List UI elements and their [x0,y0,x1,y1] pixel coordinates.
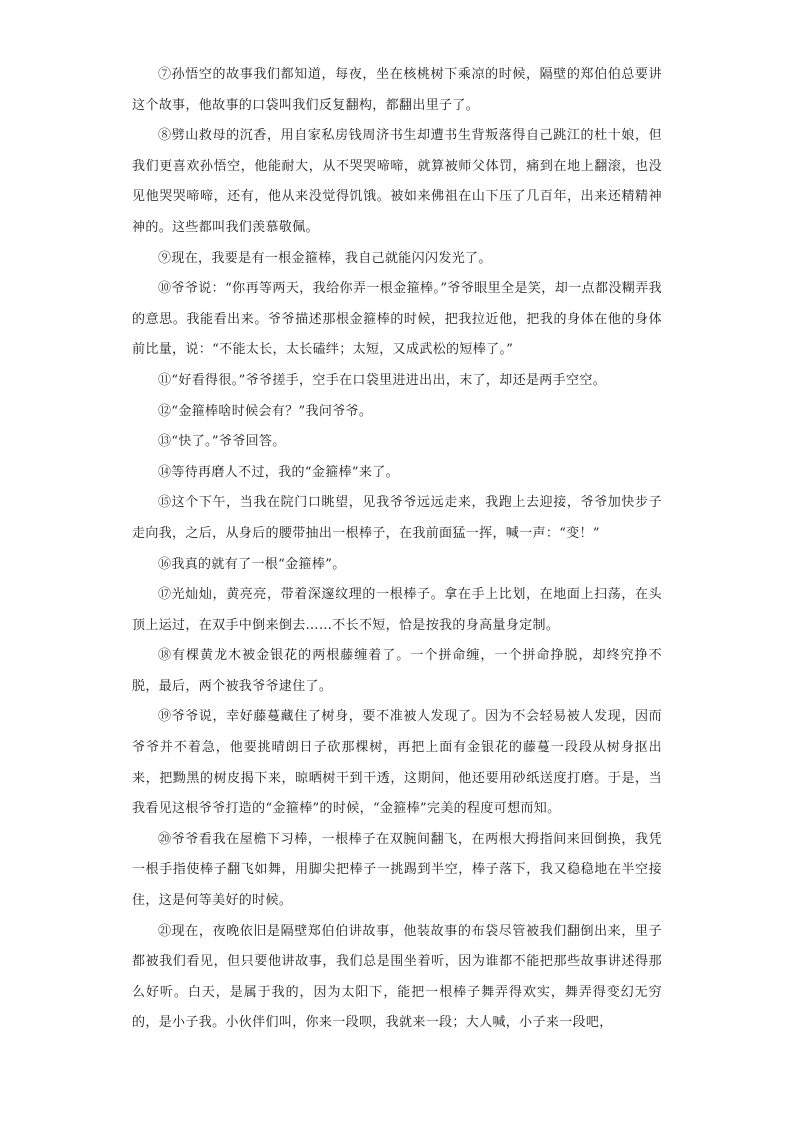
paragraph-9: ⑨现在，我要是有一根金箍棒，我自己就能闪闪发光了。 [158,250,492,266]
paragraph-10: ⑩爷爷说：“你再等两天，我给你弄一根金箍棒。”爷爷眼里全是笑，却一点都没糊弄我的意思。我能看出来。爷爷描述那根金箍棒的时候，把我拉近他，把我的身体在他的身体前比量，说：“不能太长，太长磕绊；太短，又成武松的短棒了。” [132,281,662,358]
paragraph-18: ⑱有棵黄龙木被金银花的两根藤缠着了。一个拼命缠，一个拼命挣脱，却终究挣不脱，最后，两个被我爷爷逮住了。 [132,648,662,694]
paragraph-17: ⑰光灿灿，黄亮亮，带着深邃纹理的一根棒子。拿在手上比划，在地面上扫荡，在头顶上运过，在双手中倒来倒去……不长不短，恰是按我的身高量身定制。 [132,587,662,633]
paragraph-14: ⑭等待再磨人不过，我的“金箍棒”来了。 [158,464,399,480]
paragraph-11: ⑪“好看得很。”爷爷搓手，空手在口袋里进进出出，末了，却还是两手空空。 [158,372,607,388]
paragraph-21: ㉑现在，夜晚依旧是隔壁郑伯伯讲故事，他装故事的布袋尽管被我们翻倒出来，里子都被我们看见，但只要他讲故事，我们总是围坐着听，因为谁都不能把那些故事讲述得那么好听。白天，是属于我的，因为太阳下，能把一根棒子舞弄得欢实，舞弄得变幻无穷的，是小子我。小伙伴们叫，你来一段呗，我就来一段；大人喊，小子来一段吧， [132,923,662,1031]
paragraph-20: ⑳爷爷看我在屋檐下习棒，一根棒子在双腕间翻飞，在两根大拇指间来回倒换，我凭一根手指使棒子翻飞如舞，用脚尖把棒子一挑踢到半空，棒子落下，我又稳稳地在半空接住，这是何等美好的时候。 [132,831,662,909]
paragraph-12: ⑫“金箍棒啥时候会有？”我问爷爷。 [158,403,373,419]
paragraph-8: ⑧劈山救母的沉香，用自家私房钱周济书生却遭书生背叛落得自己跳江的杜十娘，但我们更喜欢孙悟空，他能耐大，从不哭哭啼啼，就算被师父体罚，痛到在地上翻滚，也没见他哭哭啼啼，还有，他从来没觉得饥饿。被如来佛祖在山下压了几百年，出来还精精神神的。这些都叫我们羡慕敬佩。 [132,128,662,235]
document-page [132,60,662,1039]
paragraph-16: ⑯我真的就有了一根“金箍棒”。 [158,556,346,572]
paragraph-19: ⑲爷爷说，幸好藤蔓藏住了树身，要不准被人发现了。因为不会轻易被人发现，因而爷爷并不着急，他要挑晴朗日子砍那棵树，再把上面有金银花的藤蔓一段段从树身抠出来，把黝黑的树皮揭下来，晾晒树干到干透，这期间，他还要用砂纸送度打磨。于是，当我看见这根爷爷打造的“金箍棒”的时候，“金箍棒”完美的程度可想而知。 [132,709,662,817]
paragraph-7: ⑦孙悟空的故事我们都知道，每夜，坐在核桃树下乘凉的时候，隔壁的郑伯伯总要讲这个故事，他故事的口袋叫我们反复翻构，都翻出里子了。 [132,67,662,113]
paragraph-13: ⑬“快了。”爷爷回答。 [158,434,286,450]
paragraph-15: ⑮这个下午，当我在院门口眺望，见我爷爷远远走来，我跑上去迎接，爷爷加快步子走向我，之后，从身后的腰带抽出一根棒子，在我前面猛一挥，喊一声：“变！” [132,495,662,541]
